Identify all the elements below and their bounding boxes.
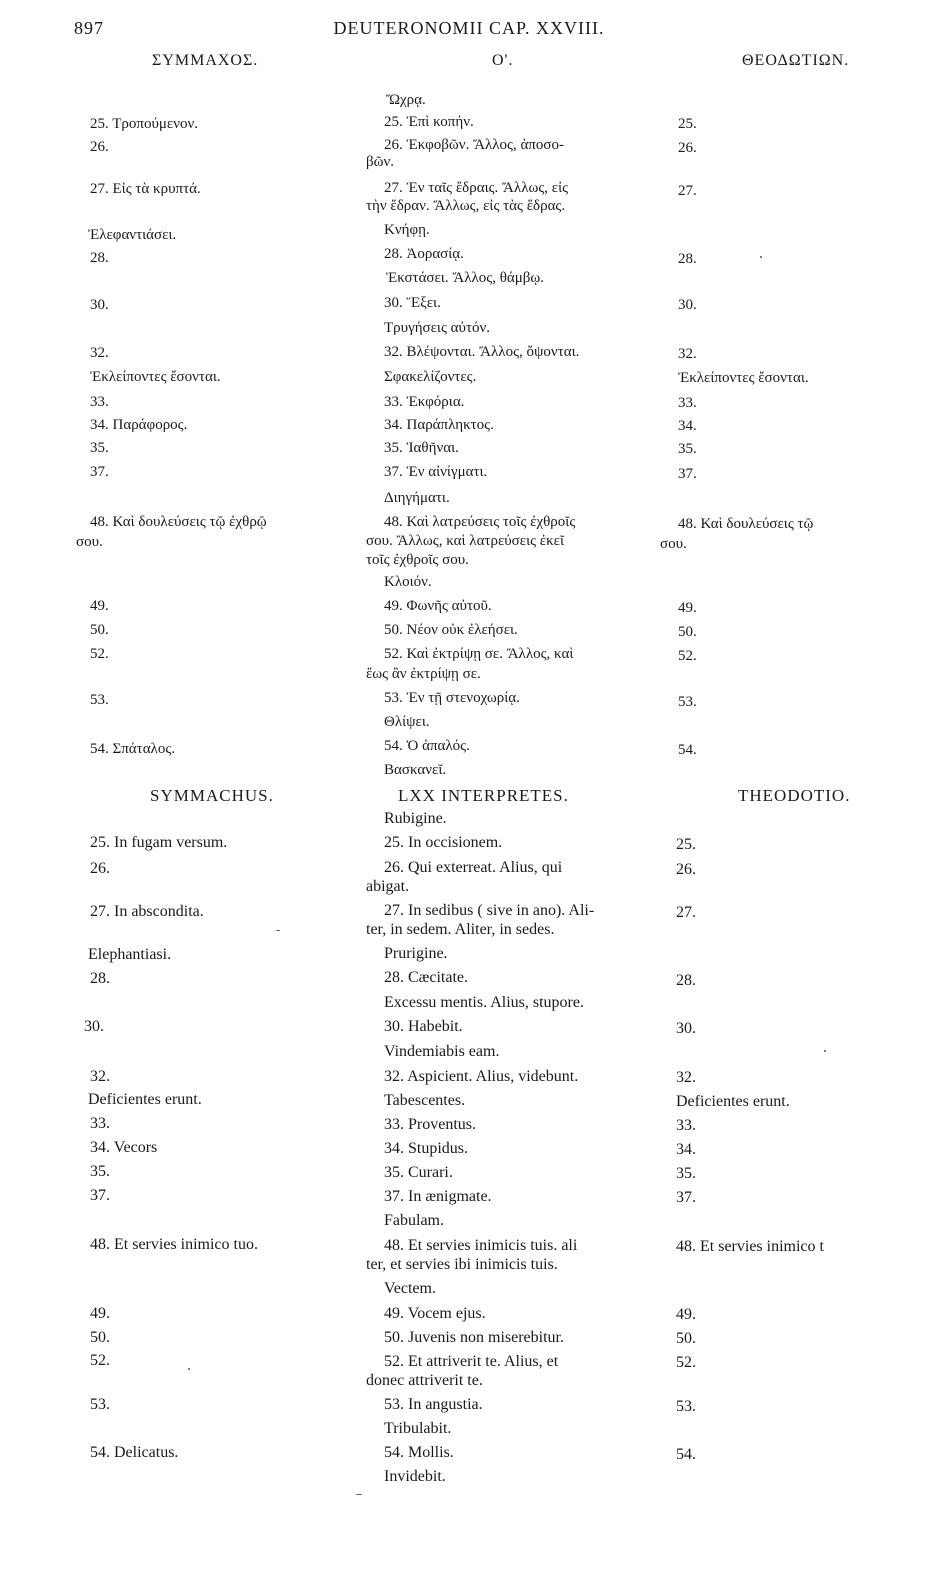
latin-symmachus-line: Deficientes erunt. <box>88 1091 202 1108</box>
greek-theodotion-line: σου. <box>660 536 687 552</box>
latin-lxx-line: 52. Et attriverit te. Alius, et <box>384 1353 559 1370</box>
latin-lxx-line: 30. Habebit. <box>384 1018 463 1035</box>
greek-lxx-line: ἕως ἂν ἐκτρίψῃ σε. <box>366 666 481 682</box>
latin-symmachus-line: 32. <box>90 1068 110 1085</box>
latin-lxx-line: abigat. <box>366 878 410 895</box>
greek-theodotion-line: 33. <box>678 395 697 411</box>
greek-lxx-line: Θλίψει. <box>384 714 430 730</box>
greek-symmachus-line: 25. Τροπούμενον. <box>90 116 199 132</box>
greek-theodotion-line: Ἐκλείποντες ἔσονται. <box>678 370 809 386</box>
greek-symmachus-line: 52. <box>90 646 109 662</box>
greek-lxx-line: 27. Ἐν ταῖς ἕδραις. Ἄλλως, εἰς <box>384 180 569 196</box>
greek-lxx-line: 53. Ἐν τῇ στενοχωρίᾳ. <box>384 690 520 706</box>
greek-lxx-line: Σφακελίζοντες. <box>384 369 477 385</box>
running-head <box>74 18 864 44</box>
greek-lxx-line: Κλοιόν. <box>384 574 432 590</box>
latin-lxx-line: 49. Vocem ejus. <box>384 1305 486 1322</box>
latin-lxx-line: Vectem. <box>384 1280 436 1297</box>
latin-lxx-line: 25. In occisionem. <box>384 834 503 851</box>
latin-lxx-line: 34. Stupidus. <box>384 1140 469 1157</box>
latin-theodotion-heading: THEODOTIO. <box>738 786 851 805</box>
latin-lxx-line: 33. Proventus. <box>384 1116 476 1133</box>
greek-theodotion-line: 49. <box>678 600 697 616</box>
latin-lxx-line: 53. In angustia. <box>384 1396 483 1413</box>
latin-symmachus-line: 50. <box>90 1329 110 1346</box>
greek-lxx-line: 33. Ἐκφόρια. <box>384 394 465 410</box>
scan-speck <box>760 256 762 258</box>
latin-symmachus-line: 26. <box>90 860 110 877</box>
greek-lxx-line: 52. Καὶ ἐκτρίψῃ σε. Ἄλλος, καὶ <box>384 646 574 662</box>
latin-theodotion-line: 48. Et servies inimico t <box>676 1238 824 1255</box>
latin-theodotion-line: 52. <box>676 1354 696 1371</box>
greek-lxx-line: 50. Νέον οὐκ ἐλεήσει. <box>384 622 518 638</box>
latin-lxx-line: 28. Cæcitate. <box>384 969 468 986</box>
latin-theodotion-line: Deficientes erunt. <box>676 1093 790 1110</box>
greek-theodotion-line: 54. <box>678 742 697 758</box>
scan-speck <box>188 1368 190 1370</box>
latin-lxx-line: donec attriverit te. <box>366 1372 483 1389</box>
latin-lxx-line: ter, et servies ibi inimicis tuis. <box>366 1256 558 1273</box>
latin-symmachus-line: 30. <box>84 1018 104 1035</box>
latin-lxx-line: ter, in sedem. Aliter, in sedes. <box>366 921 555 938</box>
latin-symmachus-line: 52. <box>90 1352 110 1369</box>
greek-theodotion-line: 48. Καὶ δουλεύσεις τῷ <box>678 516 814 532</box>
greek-symmachus-line: 34. Παράφορος. <box>90 417 188 433</box>
latin-theodotion-line: 50. <box>676 1330 696 1347</box>
greek-lxx-line: Τρυγήσεις αὐτόν. <box>384 320 491 336</box>
greek-theodotion-line: 34. <box>678 418 697 434</box>
latin-theodotion-line: 34. <box>676 1141 696 1158</box>
greek-theodotion-line: 27. <box>678 183 697 199</box>
greek-lxx-heading: Ο'. <box>492 52 514 69</box>
greek-theodotion-line: 52. <box>678 648 697 664</box>
page-title: DEUTERONOMII CAP. XXVIII. <box>333 18 605 38</box>
latin-theodotion-line: 32. <box>676 1069 696 1086</box>
latin-lxx-heading: LXX INTERPRETES. <box>398 786 569 805</box>
greek-lxx-line: Ὤχρᾳ. <box>386 92 426 108</box>
scan-speck <box>276 930 280 931</box>
greek-symmachus-line: 32. <box>90 345 109 361</box>
greek-lxx-line: 49. Φωνῆς αὐτοῦ. <box>384 598 492 614</box>
latin-symmachus-line: 33. <box>90 1115 110 1132</box>
greek-symmachus-line: σου. <box>76 534 103 550</box>
greek-symmachus-line: 33. <box>90 394 109 410</box>
latin-theodotion-line: 49. <box>676 1306 696 1323</box>
greek-lxx-line: τὴν ἕδραν. Ἄλλως, εἰς τὰς ἕδρας. <box>366 198 566 214</box>
greek-lxx-line: 32. Βλέψονται. Ἄλλος, ὄψονται. <box>384 344 580 360</box>
greek-theodotion-line: 26. <box>678 140 697 156</box>
greek-lxx-line: 35. Ἰαθῆναι. <box>384 440 459 456</box>
latin-theodotion-line: 54. <box>676 1446 696 1463</box>
latin-lxx-line: 54. Mollis. <box>384 1444 454 1461</box>
greek-lxx-line: Διηγήματι. <box>384 490 450 506</box>
greek-symmachus-line: 30. <box>90 297 109 313</box>
latin-symmachus-line: 25. In fugam versum. <box>90 834 228 851</box>
greek-lxx-line: τοῖς ἐχθροῖς σου. <box>366 552 469 568</box>
greek-lxx-line: 28. Ἀορασίᾳ. <box>384 246 464 262</box>
latin-lxx-line: Prurigine. <box>384 945 448 962</box>
latin-lxx-line: 27. In sedibus ( sive in ano). Ali- <box>384 902 595 919</box>
latin-lxx-line: Rubigine. <box>384 810 447 827</box>
latin-symmachus-line: 54. Delicatus. <box>90 1444 179 1461</box>
greek-symmachus-line: Ἐκλείποντες ἔσονται. <box>90 369 221 385</box>
latin-symmachus-line: 35. <box>90 1163 110 1180</box>
latin-symmachus-line: 53. <box>90 1396 110 1413</box>
latin-theodotion-line: 30. <box>676 1020 696 1037</box>
latin-theodotion-line: 37. <box>676 1189 696 1206</box>
greek-symmachus-line: 28. <box>90 250 109 266</box>
greek-lxx-line: 48. Καὶ λατρεύσεις τοῖς ἐχθροῖς <box>384 514 576 530</box>
greek-theodotion-line: 37. <box>678 466 697 482</box>
latin-symmachus-line: 28. <box>90 970 110 987</box>
latin-theodotion-line: 28. <box>676 972 696 989</box>
greek-theodotion-line: 32. <box>678 346 697 362</box>
latin-lxx-line: 48. Et servies inimicis tuis. ali <box>384 1237 578 1254</box>
latin-lxx-line: 26. Qui exterreat. Alius, qui <box>384 859 563 876</box>
greek-lxx-line: 37. Ἐν αἰνίγματι. <box>384 464 488 480</box>
latin-symmachus-line: Elephantiasi. <box>88 946 172 963</box>
latin-lxx-line: 50. Juvenis non miserebitur. <box>384 1329 564 1346</box>
greek-theodotion-line: 25. <box>678 116 697 132</box>
greek-symmachus-line: 27. Εἰς τὰ κρυπτά. <box>90 181 201 197</box>
latin-lxx-line: Tabescentes. <box>384 1092 466 1109</box>
greek-symmachus-line: 54. Σπάταλος. <box>90 741 176 757</box>
latin-lxx-line: Vindemiabis eam. <box>384 1043 500 1060</box>
greek-theodotion-line: 30. <box>678 297 697 313</box>
greek-symmachus-line: Ἐλεφαντιάσει. <box>88 227 177 243</box>
greek-lxx-line: Ἐκστάσει. Ἄλλος, θάμβῳ. <box>386 270 545 286</box>
page-number: 897 <box>74 18 104 38</box>
latin-theodotion-line: 35. <box>676 1165 696 1182</box>
latin-lxx-line: 35. Curari. <box>384 1164 453 1181</box>
scan-speck <box>356 1494 362 1495</box>
greek-theodotion-line: 50. <box>678 624 697 640</box>
latin-symmachus-line: 34. Vecors <box>90 1139 158 1156</box>
latin-theodotion-line: 27. <box>676 904 696 921</box>
greek-symmachus-line: 50. <box>90 622 109 638</box>
latin-theodotion-line: 53. <box>676 1398 696 1415</box>
greek-theodotion-line: 35. <box>678 441 697 457</box>
latin-theodotion-line: 26. <box>676 861 696 878</box>
latin-symmachus-line: 49. <box>90 1305 110 1322</box>
greek-symmachus-line: 48. Καὶ δουλεύσεις τῷ ἐχθρῷ <box>90 514 267 530</box>
latin-lxx-line: Fabulam. <box>384 1212 444 1229</box>
latin-lxx-line: 37. In ænigmate. <box>384 1188 492 1205</box>
latin-symmachus-heading: SYMMACHUS. <box>150 786 274 805</box>
greek-lxx-line: 34. Παράπληκτος. <box>384 417 494 433</box>
greek-symmachus-line: 49. <box>90 598 109 614</box>
latin-symmachus-line: 37. <box>90 1187 110 1204</box>
greek-symmachus-line: 35. <box>90 440 109 456</box>
greek-symmachus-line: 53. <box>90 692 109 708</box>
scan-speck <box>824 1050 826 1052</box>
greek-lxx-line: Βασκανεῖ. <box>384 762 447 778</box>
greek-lxx-line: 54. Ὁ ἁπαλός. <box>384 738 470 754</box>
greek-lxx-line: 26. Ἐκφοβῶν. Ἄλλος, ἀποσο- <box>384 137 564 153</box>
latin-theodotion-line: 25. <box>676 836 696 853</box>
greek-lxx-line: 25. Ἐπὶ κοπήν. <box>384 114 474 130</box>
greek-lxx-line: βῶν. <box>366 154 395 170</box>
greek-theodotion-heading: ΘΕΟΔΩΤΙΩΝ. <box>742 52 850 69</box>
latin-lxx-line: 32. Aspicient. Alius, videbunt. <box>384 1068 579 1085</box>
latin-lxx-line: Tribulabit. <box>384 1420 452 1437</box>
latin-symmachus-line: 27. In abscondita. <box>90 903 204 920</box>
greek-symmachus-line: 37. <box>90 464 109 480</box>
greek-symmachus-line: 26. <box>90 139 109 155</box>
greek-lxx-line: σου. Ἄλλως, καὶ λατρεύσεις ἐκεῖ <box>366 533 564 549</box>
latin-theodotion-line: 33. <box>676 1117 696 1134</box>
latin-lxx-line: Invidebit. <box>384 1468 446 1485</box>
greek-theodotion-line: 53. <box>678 694 697 710</box>
greek-symmachus-heading: ΣΥΜΜΑΧΟΣ. <box>152 52 259 69</box>
greek-theodotion-line: 28. <box>678 251 697 267</box>
latin-symmachus-line: 48. Et servies inimico tuo. <box>90 1236 258 1253</box>
greek-lxx-line: 30. Ἕξει. <box>384 295 441 311</box>
greek-lxx-line: Κνήφῃ. <box>384 222 430 238</box>
latin-lxx-line: Excessu mentis. Alius, stupore. <box>384 994 584 1011</box>
